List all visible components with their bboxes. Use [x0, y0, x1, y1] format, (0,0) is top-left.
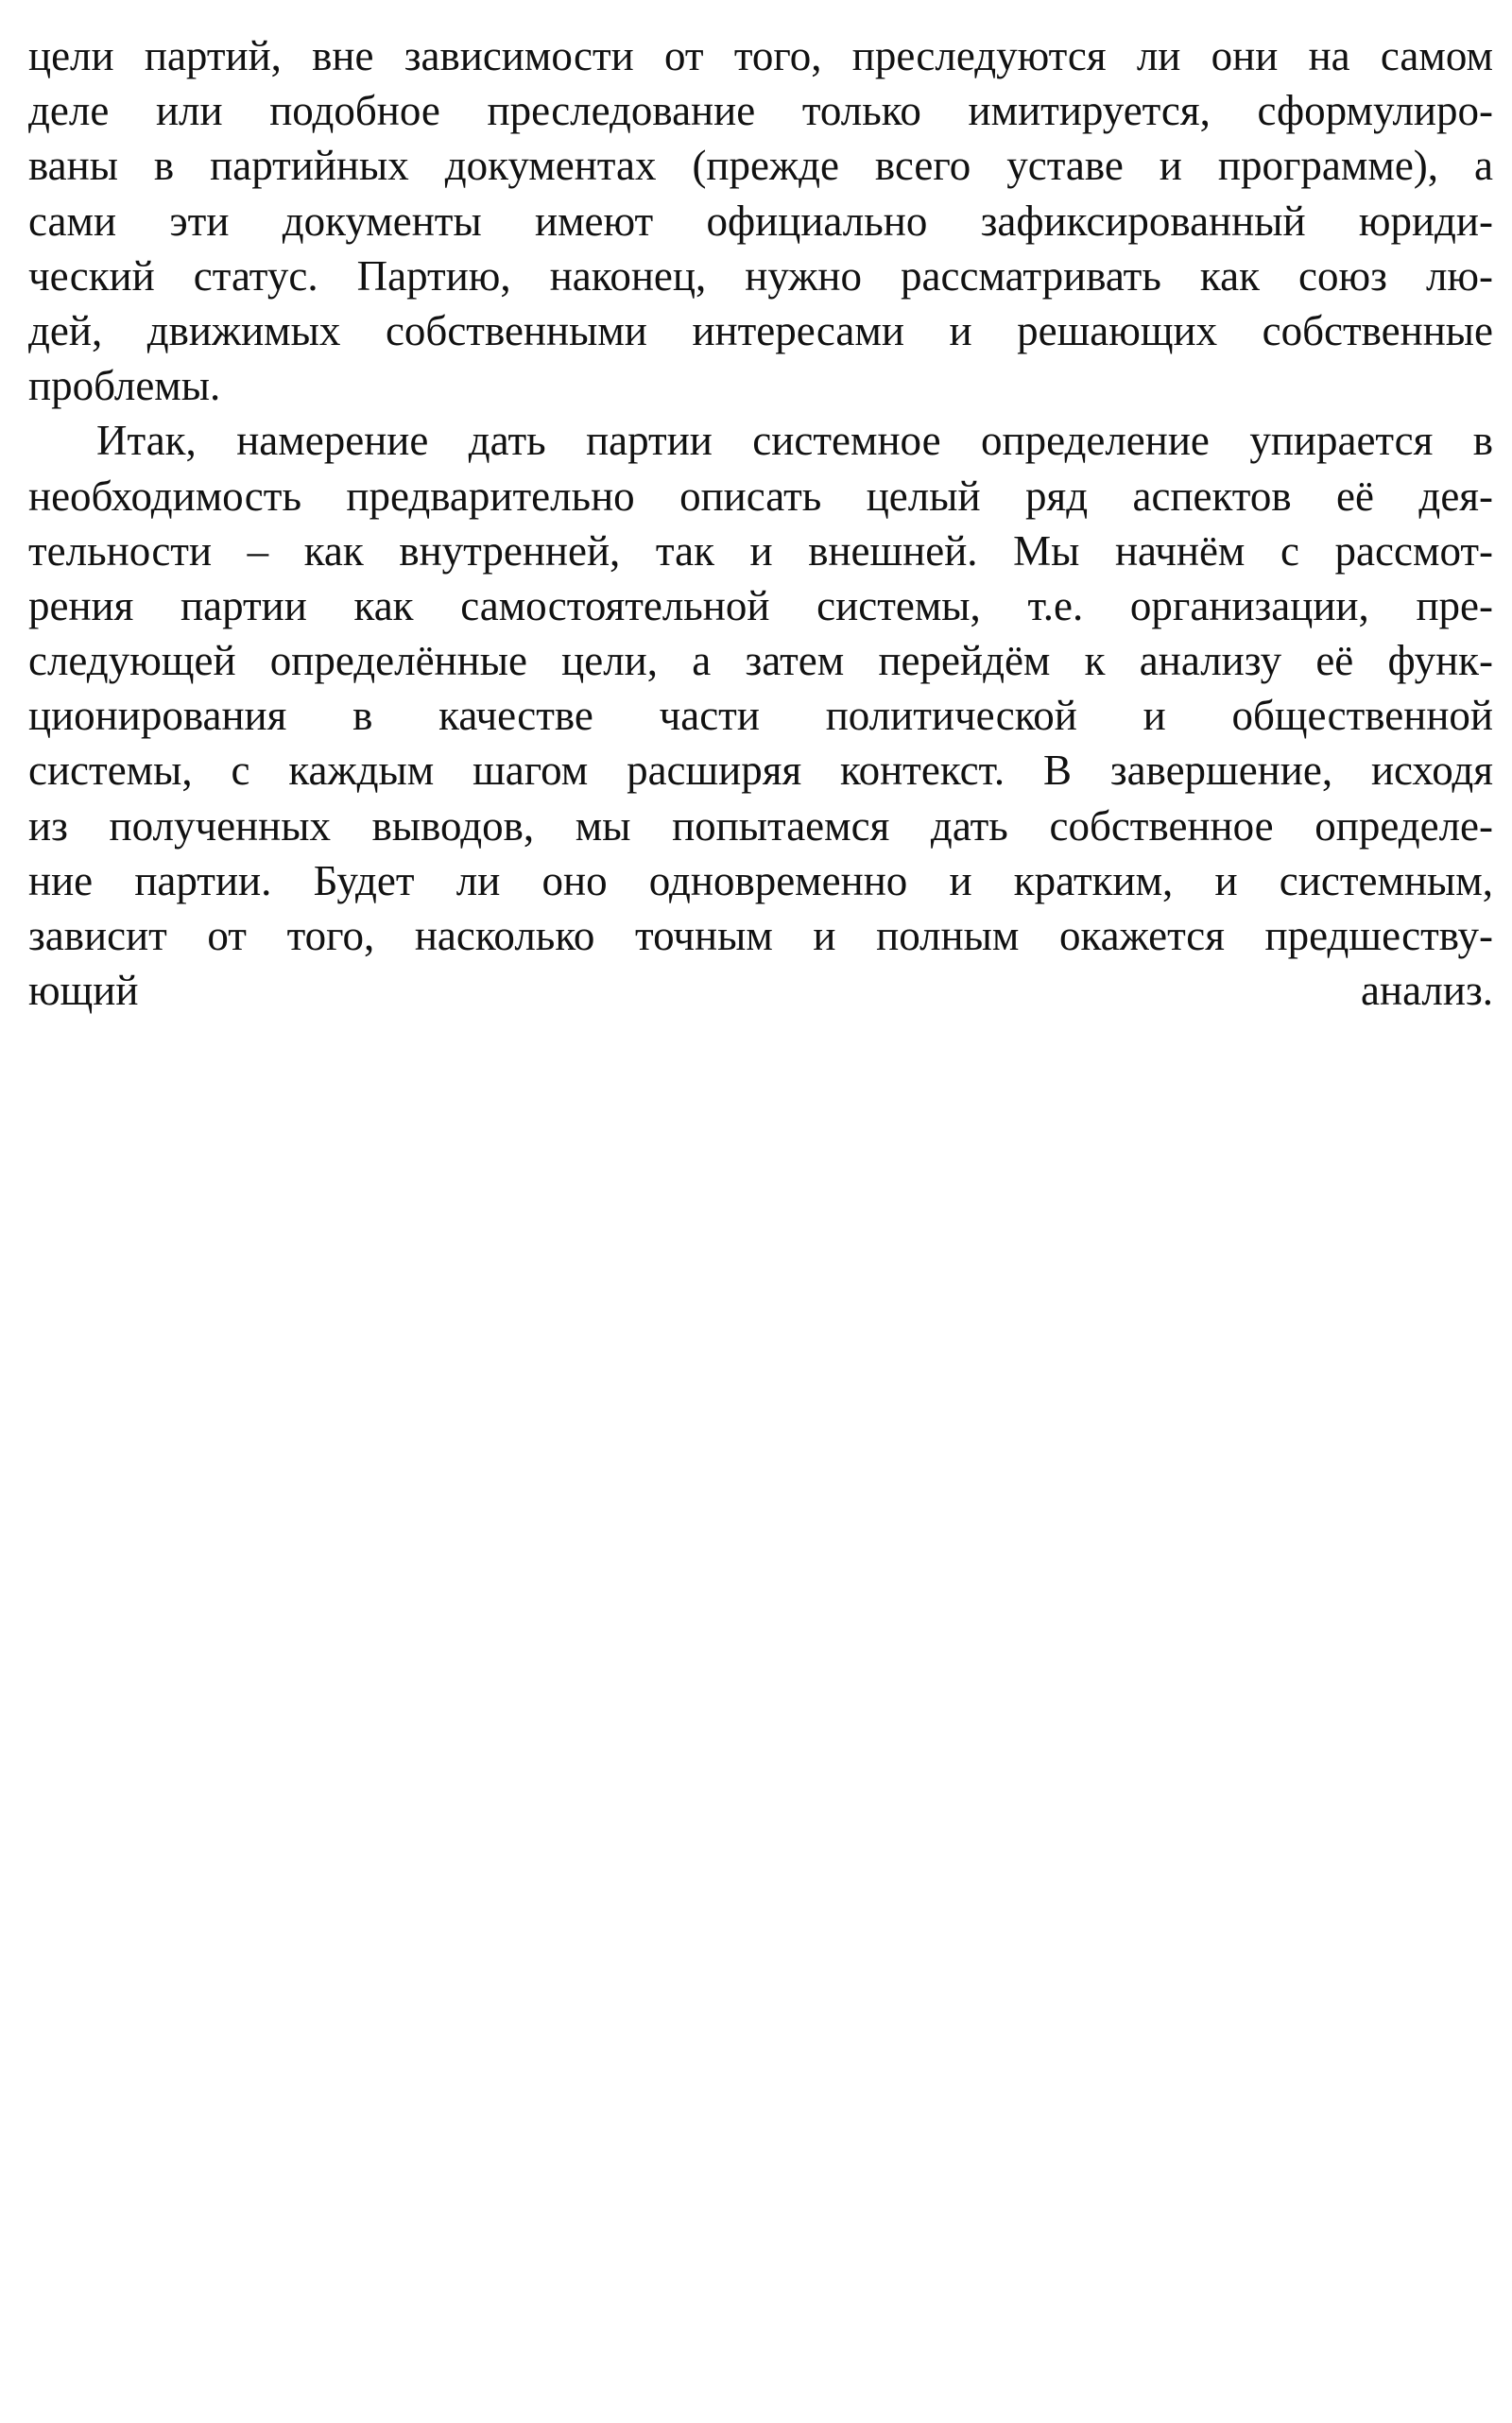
text-line: дей, движимых собственными интересами и решающих собственные [28, 306, 1493, 354]
text-line: деле или подобное преследование только имитируется, сформулиро- [28, 87, 1493, 135]
text-line: цели партий, вне зависимости от того, преследуются ли они на самом [28, 32, 1493, 79]
text-line: тельности – как внутренней, так и внешней. Мы начнём с рассмот- [28, 526, 1493, 575]
page-text [28, 28, 1493, 1074]
text-line: ющий анализ. [28, 967, 1493, 1015]
text-line: системы, с каждым шагом расширяя контекст. В завершение, исходя [28, 747, 1493, 795]
text-line: необходимость предварительно описать целый ряд аспектов её дея- [28, 472, 1493, 520]
text-line: сами эти документы имеют официально зафиксированный юриди- [28, 197, 1493, 245]
text-line: ческий статус. Партию, наконец, нужно рассматривать как союз лю- [28, 251, 1493, 300]
text-line: ние партии. Будет ли оно одновременно и кратким, и системным, [28, 856, 1493, 904]
text-line: рения партии как самостоятельной системы, т.е. организации, пре- [28, 581, 1493, 629]
text-line: проблемы. [28, 362, 221, 410]
paragraph-2 [28, 413, 1493, 1073]
text-line [28, 1018, 1493, 1073]
text-line: ционирования в качестве части политической и общественной [28, 692, 1493, 740]
text-line: следующей определённые цели, а затем перейдём к анализу её функ- [28, 637, 1493, 685]
text-line: зависит от того, насколько точным и полным окажется предшеству- [28, 912, 1493, 959]
text-line: ваны в партийных документах (прежде всего уставе и программе), а [28, 142, 1493, 190]
paragraph-1 [28, 28, 1493, 413]
text-line: из полученных выводов, мы попытаемся дать собственное определе- [28, 801, 1493, 850]
text-line: Итак, намерение дать партии системное определение упирается в [96, 417, 1493, 465]
